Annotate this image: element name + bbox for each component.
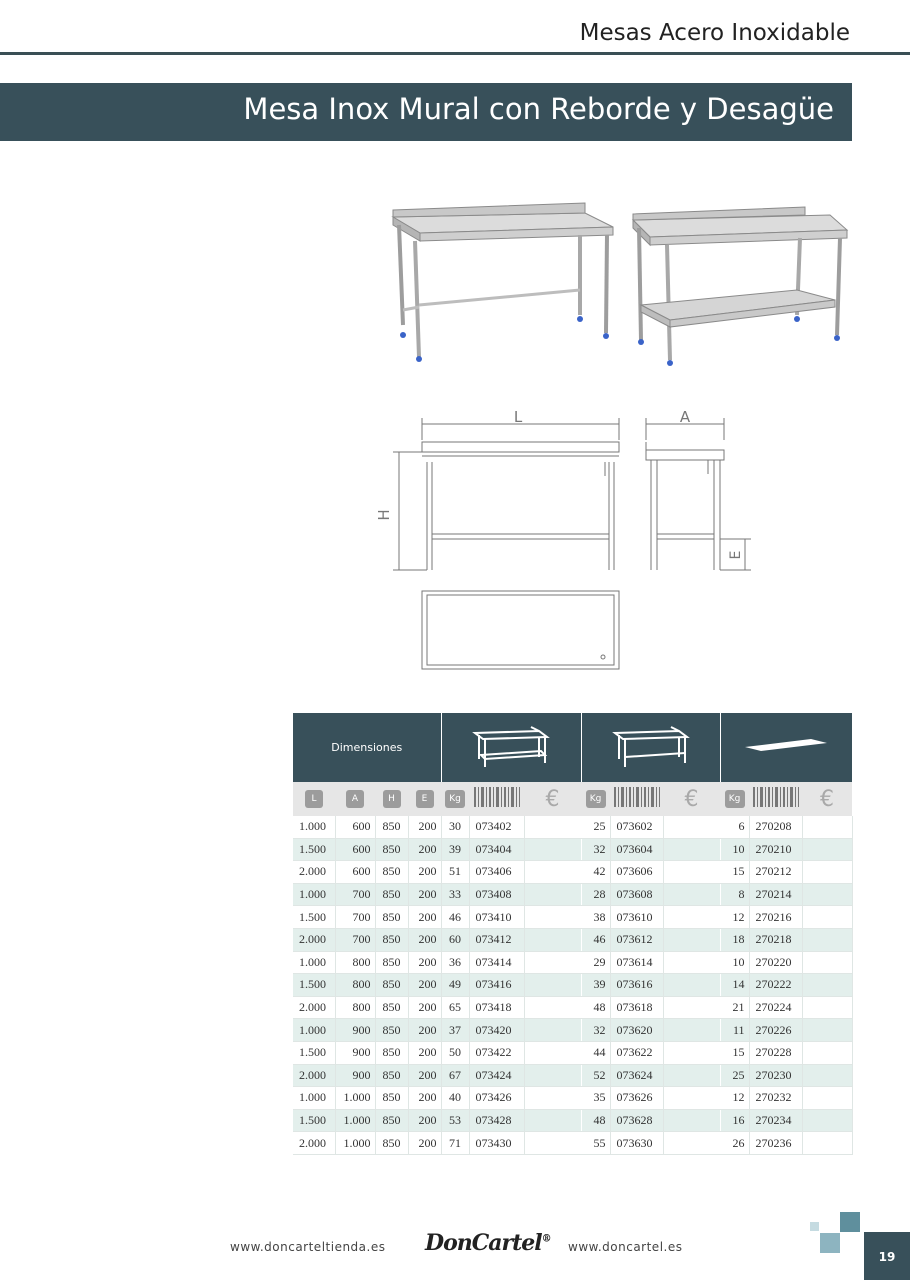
price-cell: [663, 1132, 720, 1155]
price-icon: €: [684, 786, 699, 812]
table-cell: 15: [720, 1041, 749, 1064]
table-cell: 2.000: [293, 1132, 335, 1155]
table-cell: 6: [720, 816, 749, 838]
registered-mark: ®: [541, 1233, 551, 1245]
table-cell: 270232: [749, 1087, 802, 1110]
page-number: 19: [878, 1250, 896, 1264]
table-cell: 270226: [749, 1019, 802, 1042]
price-cell: [663, 928, 720, 951]
table-row: [293, 1087, 852, 1110]
table-cell: 073418: [469, 996, 524, 1019]
table-cell: 30: [441, 816, 469, 838]
dim-label-L: L: [513, 408, 523, 426]
price-cell: [663, 1064, 720, 1087]
table-cell: 800: [335, 951, 375, 974]
table-cell: 073430: [469, 1132, 524, 1155]
table-cell: 65: [441, 996, 469, 1019]
table-cell: 850: [375, 838, 408, 861]
table-cell: 50: [441, 1041, 469, 1064]
table-cell: 200: [408, 906, 441, 929]
table-row: [293, 1041, 852, 1064]
table-cell: 073420: [469, 1019, 524, 1042]
table-cell: 200: [408, 1019, 441, 1042]
table-icon-row: [293, 782, 852, 816]
table-cell: 1.500: [293, 906, 335, 929]
table-cell: 10: [720, 951, 749, 974]
header-rule: [0, 52, 910, 55]
table-cell: 46: [581, 928, 610, 951]
table-cell: 1.000: [335, 1132, 375, 1155]
table-cell: 270234: [749, 1109, 802, 1132]
spec-table: [293, 713, 853, 1155]
table-cell: 073602: [610, 816, 663, 838]
price-cell: [524, 1064, 581, 1087]
table-cell: 26: [720, 1132, 749, 1155]
decor-square: [840, 1212, 860, 1232]
price-cell: [524, 1019, 581, 1042]
table-cell: 850: [375, 1132, 408, 1155]
table-row: [293, 1019, 852, 1042]
table-cell: 700: [335, 906, 375, 929]
table-cell: 200: [408, 996, 441, 1019]
price-cell: [663, 1041, 720, 1064]
table-cell: 1.500: [293, 974, 335, 997]
table-cell: 2.000: [293, 996, 335, 1019]
table-cell: 1.000: [293, 1019, 335, 1042]
table-row: [293, 861, 852, 884]
table-cell: 073622: [610, 1041, 663, 1064]
price-cell: [663, 883, 720, 906]
dim-label-E: E: [728, 550, 744, 560]
table-cell: 18: [720, 928, 749, 951]
table-cell: 200: [408, 883, 441, 906]
table-cell: 900: [335, 1041, 375, 1064]
price-cell: [524, 974, 581, 997]
table-cell: 850: [375, 1019, 408, 1042]
table-row: [293, 996, 852, 1019]
table-cell: 073614: [610, 951, 663, 974]
weight-icon: Kg: [725, 790, 745, 808]
price-cell: [663, 1019, 720, 1042]
table-cell: 600: [335, 816, 375, 838]
table-row: [293, 838, 852, 861]
price-cell: [663, 951, 720, 974]
price-cell: [663, 906, 720, 929]
table-cell: 1.000: [293, 1087, 335, 1110]
table-cell: 850: [375, 816, 408, 838]
price-cell: [802, 1019, 852, 1042]
price-cell: [802, 1109, 852, 1132]
section-title: Mesas Acero Inoxidable: [579, 20, 850, 46]
table-cell: 270222: [749, 974, 802, 997]
price-cell: [663, 816, 720, 838]
brand-logo-text: DonCartel: [425, 1230, 542, 1256]
table-cell: 51: [441, 861, 469, 884]
table-cell: 270214: [749, 883, 802, 906]
table-header-row: [293, 713, 852, 782]
table-cell: 11: [720, 1019, 749, 1042]
table-cell: 073408: [469, 883, 524, 906]
price-cell: [802, 861, 852, 884]
table-cell: 270224: [749, 996, 802, 1019]
table-cell: 44: [581, 1041, 610, 1064]
product-photo: [385, 195, 855, 370]
price-cell: [802, 974, 852, 997]
table-cell: 270220: [749, 951, 802, 974]
table-cell: 12: [720, 1087, 749, 1110]
table-cell: 850: [375, 1041, 408, 1064]
table-photo-right: [633, 207, 847, 366]
decor-square: [820, 1233, 840, 1253]
table-cell: 073618: [610, 996, 663, 1019]
price-cell: [802, 951, 852, 974]
table-cell: 42: [581, 861, 610, 884]
table-cell: 073604: [610, 838, 663, 861]
table-cell: 073624: [610, 1064, 663, 1087]
price-cell: [524, 1087, 581, 1110]
table-cell: 073426: [469, 1087, 524, 1110]
table-cell: 073620: [610, 1019, 663, 1042]
price-cell: [663, 1087, 720, 1110]
footer-shop-url[interactable]: www.doncarteltienda.es: [230, 1240, 386, 1254]
barcode-icon: [473, 786, 521, 808]
table-cell: 1.000: [293, 883, 335, 906]
technical-drawing: [375, 398, 775, 678]
table-cell: 270236: [749, 1132, 802, 1155]
table-row: [293, 1132, 852, 1155]
table-cell: 850: [375, 1109, 408, 1132]
table-cell: 25: [720, 1064, 749, 1087]
table-with-frame-icon: [611, 721, 691, 771]
dim-label-A: A: [679, 408, 691, 426]
table-cell: 800: [335, 996, 375, 1019]
table-cell: 1.500: [293, 1109, 335, 1132]
price-cell: [524, 906, 581, 929]
table-cell: 49: [441, 974, 469, 997]
table-cell: 200: [408, 1087, 441, 1110]
table-cell: 073628: [610, 1109, 663, 1132]
table-with-shelf-icon: [471, 721, 551, 771]
table-cell: 32: [581, 838, 610, 861]
table-cell: 073402: [469, 816, 524, 838]
table-cell: 200: [408, 1064, 441, 1087]
table-cell: 800: [335, 974, 375, 997]
page-number-box: [864, 1232, 910, 1280]
table-row: [293, 928, 852, 951]
table-cell: 073612: [610, 928, 663, 951]
table-cell: 25: [581, 816, 610, 838]
price-cell: [524, 996, 581, 1019]
table-cell: 270216: [749, 906, 802, 929]
table-cell: 35: [581, 1087, 610, 1110]
table-cell: 1.000: [293, 951, 335, 974]
table-cell: 200: [408, 1109, 441, 1132]
table-cell: 16: [720, 1109, 749, 1132]
table-cell: 29: [581, 951, 610, 974]
table-cell: 200: [408, 974, 441, 997]
table-cell: 700: [335, 883, 375, 906]
price-cell: [802, 1064, 852, 1087]
table-row: [293, 1109, 852, 1132]
table-cell: 200: [408, 928, 441, 951]
weight-icon: Kg: [586, 790, 606, 808]
table-row: [293, 906, 852, 929]
table-cell: 073404: [469, 838, 524, 861]
table-cell: 2.000: [293, 928, 335, 951]
table-cell: 270228: [749, 1041, 802, 1064]
table-row: [293, 883, 852, 906]
table-cell: 2.000: [293, 861, 335, 884]
table-cell: 14: [720, 974, 749, 997]
table-cell: 38: [581, 906, 610, 929]
table-row: [293, 816, 852, 838]
price-cell: [524, 838, 581, 861]
table-cell: 850: [375, 996, 408, 1019]
group-header-table-top: [720, 713, 852, 782]
price-cell: [524, 951, 581, 974]
table-cell: 10: [720, 838, 749, 861]
table-cell: 40: [441, 1087, 469, 1110]
table-cell: 850: [375, 861, 408, 884]
group-header-shelf-table: [441, 713, 581, 782]
table-cell: 850: [375, 974, 408, 997]
dim-label-H: H: [375, 509, 393, 521]
decor-square: [810, 1222, 819, 1231]
table-cell: 073616: [610, 974, 663, 997]
price-cell: [802, 1132, 852, 1155]
table-cell: 073608: [610, 883, 663, 906]
barcode-icon: [613, 786, 661, 808]
table-cell: 1.500: [293, 1041, 335, 1064]
table-cell: 200: [408, 861, 441, 884]
table-cell: 8: [720, 883, 749, 906]
table-cell: 1.500: [293, 838, 335, 861]
table-cell: 1.000: [335, 1109, 375, 1132]
price-cell: [524, 883, 581, 906]
table-cell: 200: [408, 838, 441, 861]
table-cell: 700: [335, 928, 375, 951]
table-cell: 71: [441, 1132, 469, 1155]
group-header-frame-table: [581, 713, 720, 782]
table-cell: 200: [408, 816, 441, 838]
table-cell: 200: [408, 1132, 441, 1155]
table-cell: 1.000: [293, 816, 335, 838]
table-cell: 270208: [749, 816, 802, 838]
brand-logo: [425, 1230, 551, 1256]
table-cell: 073424: [469, 1064, 524, 1087]
table-cell: 850: [375, 1064, 408, 1087]
footer-site-url[interactable]: www.doncartel.es: [568, 1240, 683, 1254]
table-cell: 67: [441, 1064, 469, 1087]
table-cell: 1.000: [335, 1087, 375, 1110]
table-photo-left: [393, 203, 613, 362]
price-cell: [663, 974, 720, 997]
table-cell: 073412: [469, 928, 524, 951]
price-cell: [524, 861, 581, 884]
shelf-height-icon: E: [416, 790, 434, 808]
table-cell: 200: [408, 1041, 441, 1064]
page-title: Mesa Inox Mural con Reborde y Desagüe: [243, 92, 834, 126]
table-cell: 900: [335, 1064, 375, 1087]
table-cell: 850: [375, 1087, 408, 1110]
table-cell: 850: [375, 928, 408, 951]
length-icon: L: [305, 790, 323, 808]
table-cell: 39: [441, 838, 469, 861]
table-cell: 2.000: [293, 1064, 335, 1087]
price-cell: [663, 861, 720, 884]
table-cell: 073606: [610, 861, 663, 884]
price-cell: [802, 928, 852, 951]
price-cell: [802, 1041, 852, 1064]
price-cell: [802, 996, 852, 1019]
price-cell: [524, 928, 581, 951]
table-cell: 073406: [469, 861, 524, 884]
price-cell: [524, 1041, 581, 1064]
width-icon: A: [346, 790, 364, 808]
dimensions-header: Dimensiones: [293, 713, 441, 782]
table-cell: 600: [335, 861, 375, 884]
table-cell: 073422: [469, 1041, 524, 1064]
table-row: [293, 974, 852, 997]
price-cell: [524, 1109, 581, 1132]
price-icon: €: [820, 786, 835, 812]
table-cell: 55: [581, 1132, 610, 1155]
table-cell: 073626: [610, 1087, 663, 1110]
table-cell: 15: [720, 861, 749, 884]
table-cell: 850: [375, 906, 408, 929]
price-cell: [802, 838, 852, 861]
price-cell: [802, 906, 852, 929]
table-cell: 53: [441, 1109, 469, 1132]
table-cell: 073414: [469, 951, 524, 974]
price-cell: [802, 883, 852, 906]
table-row: [293, 1064, 852, 1087]
table-cell: 60: [441, 928, 469, 951]
table-cell: 073410: [469, 906, 524, 929]
table-cell: 28: [581, 883, 610, 906]
price-cell: [663, 996, 720, 1019]
weight-icon: Kg: [445, 790, 465, 808]
table-top-icon: [741, 731, 831, 761]
table-cell: 270212: [749, 861, 802, 884]
price-cell: [802, 816, 852, 838]
table-cell: 46: [441, 906, 469, 929]
price-cell: [663, 1109, 720, 1132]
barcode-icon: [752, 786, 800, 808]
title-banner: [0, 83, 852, 141]
price-cell: [524, 1132, 581, 1155]
table-cell: 270218: [749, 928, 802, 951]
table-cell: 48: [581, 996, 610, 1019]
price-cell: [663, 838, 720, 861]
table-cell: 073428: [469, 1109, 524, 1132]
table-cell: 33: [441, 883, 469, 906]
table-cell: 36: [441, 951, 469, 974]
table-cell: 073630: [610, 1132, 663, 1155]
table-cell: 32: [581, 1019, 610, 1042]
table-cell: 39: [581, 974, 610, 997]
table-row: [293, 951, 852, 974]
price-icon: €: [545, 786, 560, 812]
table-cell: 073416: [469, 974, 524, 997]
table-cell: 850: [375, 883, 408, 906]
price-cell: [802, 1087, 852, 1110]
table-cell: 850: [375, 951, 408, 974]
table-cell: 52: [581, 1064, 610, 1087]
table-cell: 600: [335, 838, 375, 861]
table-cell: 37: [441, 1019, 469, 1042]
table-cell: 270230: [749, 1064, 802, 1087]
table-cell: 48: [581, 1109, 610, 1132]
table-cell: 12: [720, 906, 749, 929]
price-cell: [524, 816, 581, 838]
table-cell: 900: [335, 1019, 375, 1042]
height-icon: H: [383, 790, 401, 808]
table-cell: 073610: [610, 906, 663, 929]
table-cell: 270210: [749, 838, 802, 861]
table-cell: 21: [720, 996, 749, 1019]
table-cell: 200: [408, 951, 441, 974]
